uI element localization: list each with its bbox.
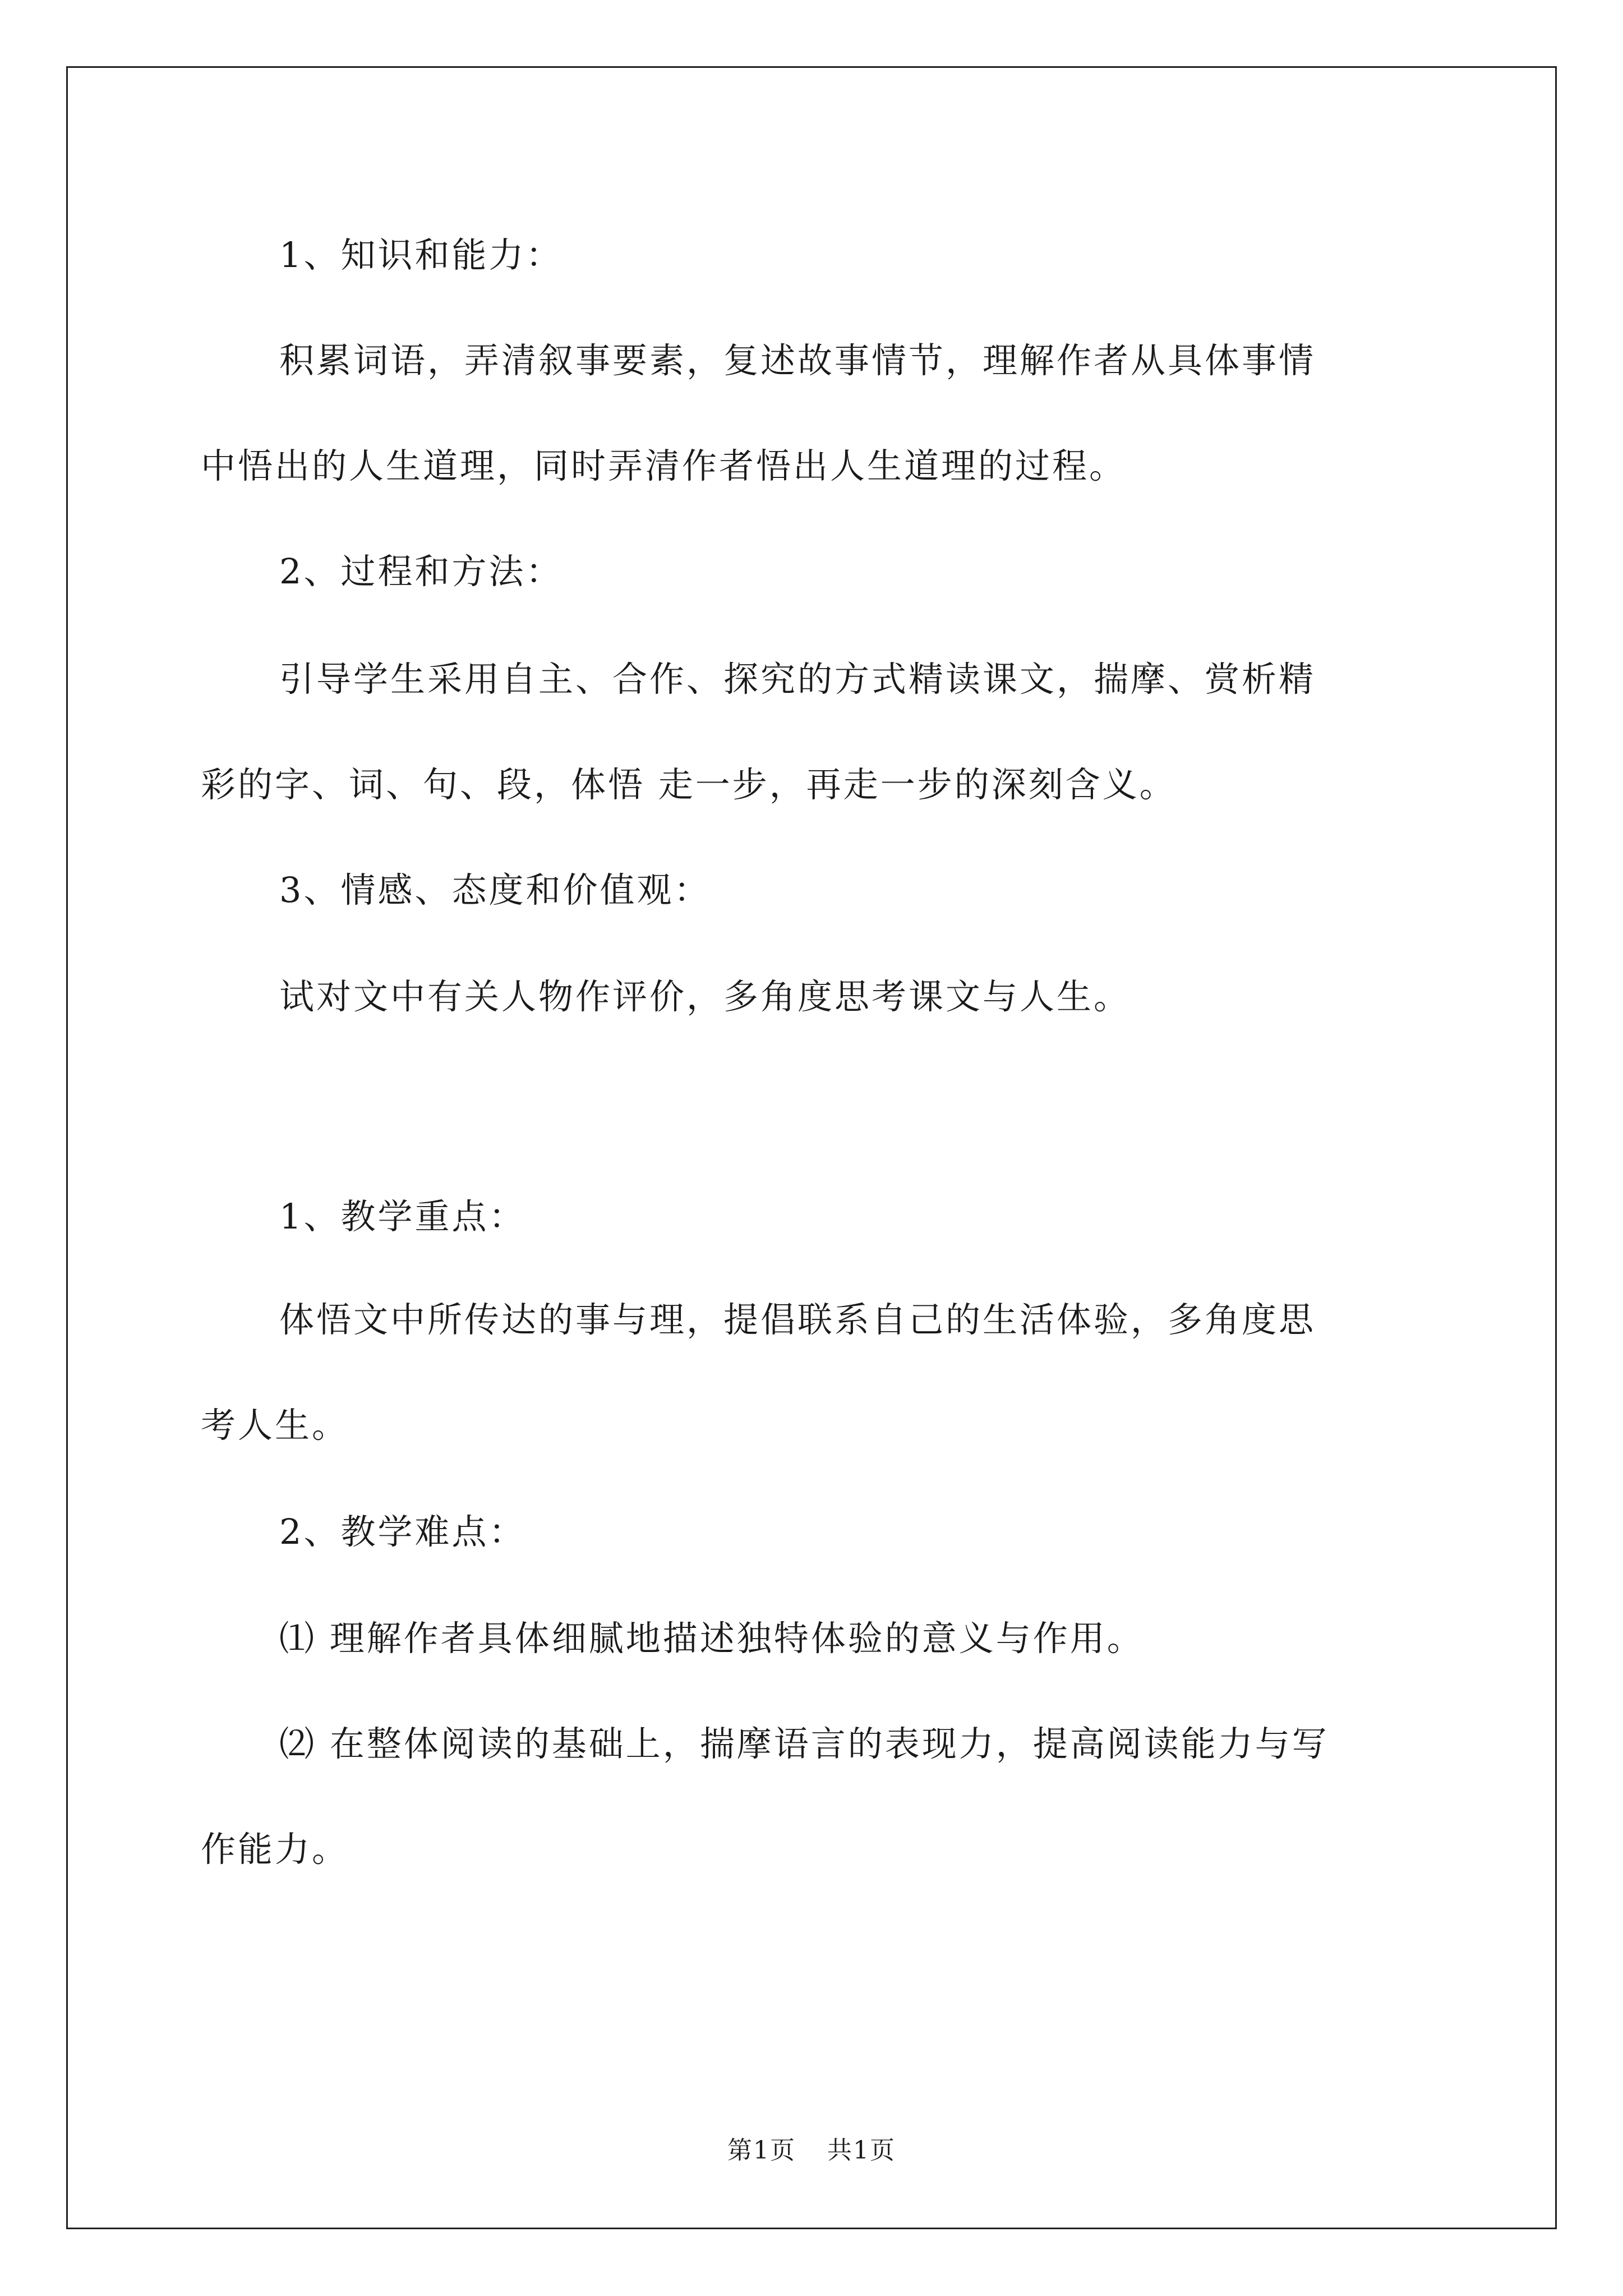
difficulty-heading: 2、教学难点： [279,1511,526,1552]
key-point-text-line-1: 体悟文中所传达的事与理，提倡联系自己的生活体验，多角度思 [279,1299,1316,1340]
objective-process-text-line-2: 彩的字、词、句、段，体悟 走一步，再走一步的深刻含义。 [201,764,1177,805]
objective-emotion-text: 试对文中有关人物作评价，多角度思考课文与人生。 [279,976,1131,1017]
objective-process-text-line-1: 引导学生采用自主、合作、探究的方式精读课文，揣摩、赏析精 [279,659,1316,700]
objective-knowledge-text-line-1: 积累词语，弄清叙事要素，复述故事情节，理解作者从具体事情 [279,340,1316,381]
page-footer [0,2138,1623,2163]
objective-knowledge-text-line-2: 中悟出的人生道理，同时弄清作者悟出人生道理的过程。 [201,445,1127,486]
key-point-text-line-2: 考人生。 [201,1405,349,1446]
objective-knowledge-heading: 1、知识和能力： [279,234,563,275]
page-total: 共1页 [827,2136,896,2165]
page-number: 第1页 [727,2136,796,2165]
objective-emotion-heading: 3、情感、态度和价值观： [279,869,711,910]
objective-process-heading: 2、过程和方法： [279,551,563,592]
key-point-heading: 1、教学重点： [279,1196,526,1237]
difficulty-item-2-line-2: 作能力。 [201,1829,349,1870]
difficulty-item-1: ⑴ 理解作者具体细腻地描述独特体验的意义与作用。 [279,1618,1144,1659]
page-border [66,66,1557,2229]
difficulty-item-2-line-1: ⑵ 在整体阅读的基础上，揣摩语言的表现力，提高阅读能力与写 [279,1723,1329,1764]
